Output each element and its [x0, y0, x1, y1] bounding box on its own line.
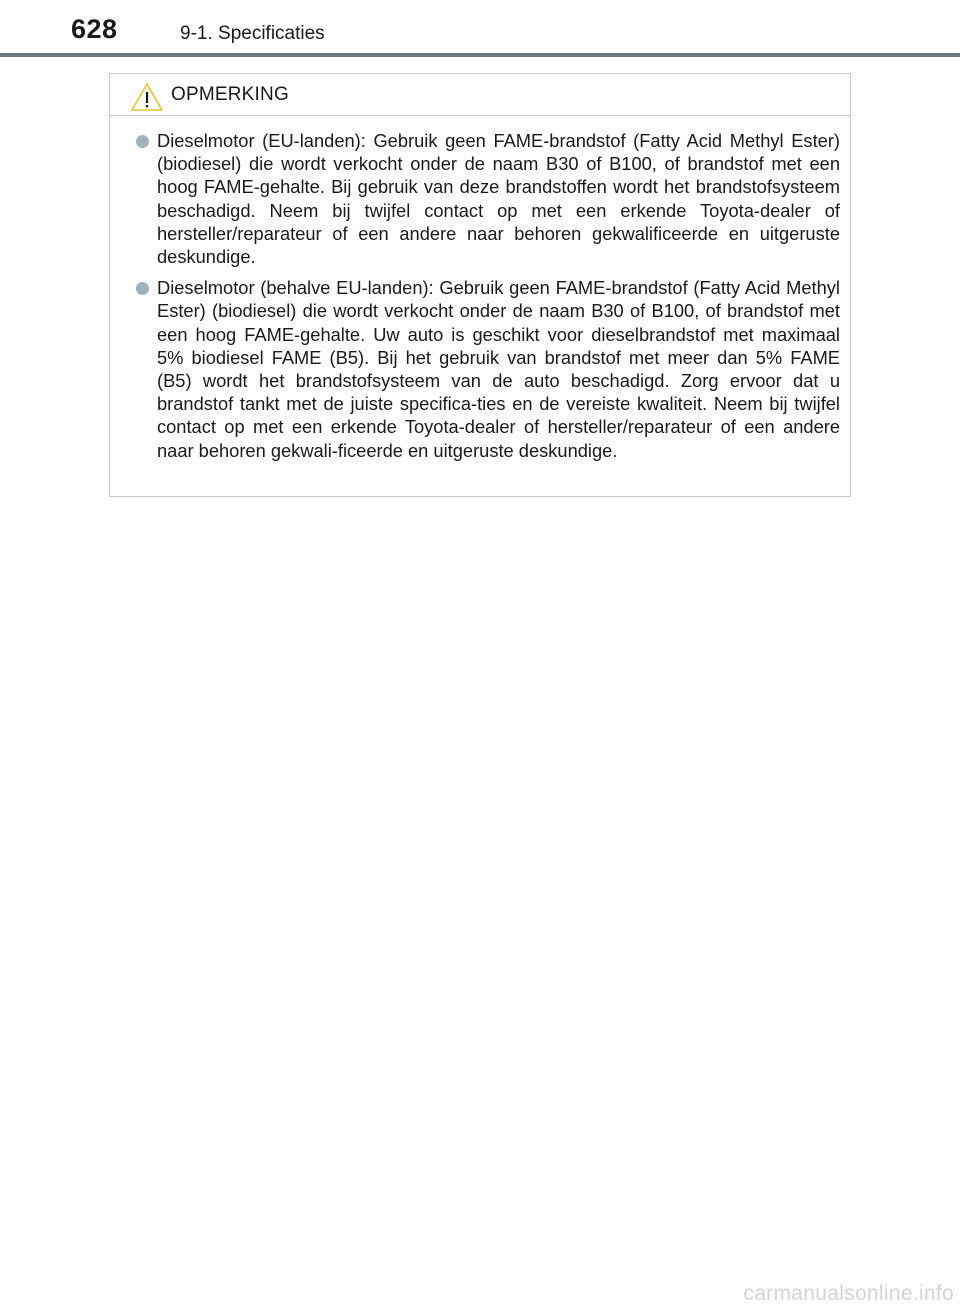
warning-triangle-icon [130, 82, 164, 112]
watermark: carmanualsonline.info [743, 1282, 954, 1305]
notice-header [110, 74, 850, 116]
bullet-icon [136, 282, 149, 295]
page-header [0, 0, 960, 60]
page-number: 628 [71, 14, 118, 44]
header-divider [0, 53, 960, 57]
section-title: 9-1. Specificaties [180, 23, 325, 44]
list-item-text: Dieselmotor (behalve EU-landen): Gebruik geen FAME-brandstof (Fatty Acid Methyl Ester) (biodiesel) die wordt verkocht onder de naam B30 of B100, of brandstof met een hoog FAME-gehalte. Uw auto is geschikt voor dieselbrandstof met maximaal 5% biodiesel FAME (B5). Bij het gebruik van brandstof met meer dan 5% FAME (B5) wordt het brandstofsysteem van de auto beschadigd. Zorg ervoor dat u brandstof tankt met de juiste specifica-ties en de vereiste kwaliteit. Neem bij twijfel contact op met een erkende Toyota-dealer of hersteller/reparateur of een andere naar behoren gekwali-ficeerde en uitgeruste deskundige. [157, 277, 840, 461]
notice-box [109, 73, 851, 497]
bullet-icon [136, 135, 149, 148]
list-item [136, 129, 840, 268]
list-item-text: Dieselmotor (EU-landen): Gebruik geen FAME-brandstof (Fatty Acid Methyl Ester) (biodiesel) die wordt verkocht onder de naam B30 of B100, of brandstof met een hoog FAME-gehalte. Bij gebruik van deze brandstoffen wordt het brandstofsysteem beschadigd. Neem bij twijfel contact op met een erkende Toyota-dealer of hersteller/reparateur of een andere naar behoren gekwalificeerde en uitgeruste deskundige. [157, 130, 840, 268]
list-item [136, 276, 840, 462]
notice-title: OPMERKING [171, 84, 289, 105]
notice-body [110, 116, 850, 462]
